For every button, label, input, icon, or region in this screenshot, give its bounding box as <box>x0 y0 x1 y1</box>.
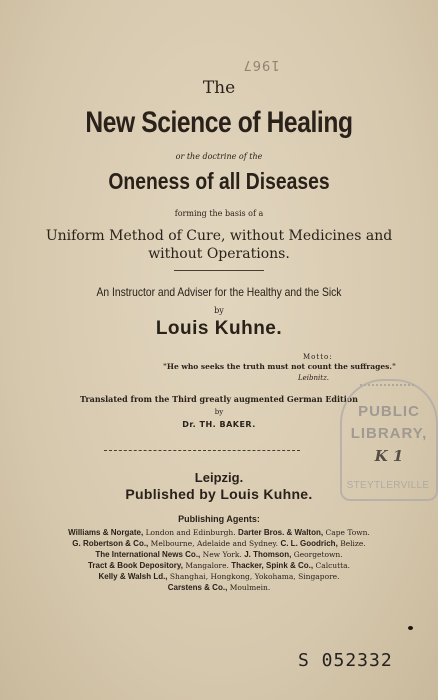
title-subtitle-1: or the doctrine of the <box>175 152 263 161</box>
agents-line: Williams & Norgate, London and Edinburgh. Darter Bros. & Walton, Cape Town. <box>68 528 370 537</box>
imprint-publisher: Published by Louis Kuhne. <box>125 486 313 502</box>
dashed-divider <box>104 450 300 451</box>
book-title: New Science of Healing <box>85 106 353 139</box>
stamp-town: STEYTLERVILLE <box>346 480 430 491</box>
by-line: by <box>214 306 224 315</box>
shelfmark-number: S 052332 <box>298 650 393 671</box>
divider-rule <box>174 270 264 271</box>
translation-line: Translated from the Third greatly augmented German Edition <box>80 394 358 404</box>
instructor-line: An Instructor and Adviser for the Healthy and the Sick <box>96 285 342 299</box>
motto-label: Motto: <box>303 353 333 361</box>
author-name: Louis Kuhne. <box>155 318 283 339</box>
title-oneness: Oneness of all Diseases <box>108 168 330 194</box>
title-subtitle-2: forming the basis of a <box>174 209 264 218</box>
stamp-line-1: PUBLIC <box>358 403 420 420</box>
stamp-line-2: LIBRARY, <box>350 425 428 442</box>
agents-heading: Publishing Agents: <box>178 514 260 524</box>
agents-line: Tract & Book Depository, Mangalore. Thacker, Spink & Co., Calcutta. <box>87 561 351 570</box>
agents-line: G. Robertson & Co., Melbourne, Adelaide and Sydney. C. L. Goodrich, Belize. <box>72 539 366 548</box>
motto-attribution: Leibnitz. <box>298 374 329 382</box>
agents-line: Kelly & Walsh Ld., Shanghai, Hongkong, Yokohama, Singapore. <box>98 572 340 581</box>
stamp-shelf-number: K 1 <box>374 447 404 465</box>
translation-by: by <box>214 408 224 416</box>
imprint-city: Leipzig. <box>194 470 244 485</box>
ink-spot <box>408 626 413 630</box>
motto-quote: "He who seeks the truth must not count the suffrages." <box>163 362 396 371</box>
translator-name: Dr. TH. BAKER. <box>182 420 256 429</box>
title-uniform-line-1: Uniform Method of Cure, without Medicines and <box>45 228 393 244</box>
handwritten-number: 1967 <box>242 57 280 72</box>
agents-line: The International News Co., New York. J. Thomson, Georgetown. <box>95 550 343 559</box>
title-the: The <box>202 78 236 98</box>
agents-line: Carstens & Co., Moulmein. <box>167 583 271 592</box>
title-uniform-line-2: without Operations. <box>148 246 290 262</box>
